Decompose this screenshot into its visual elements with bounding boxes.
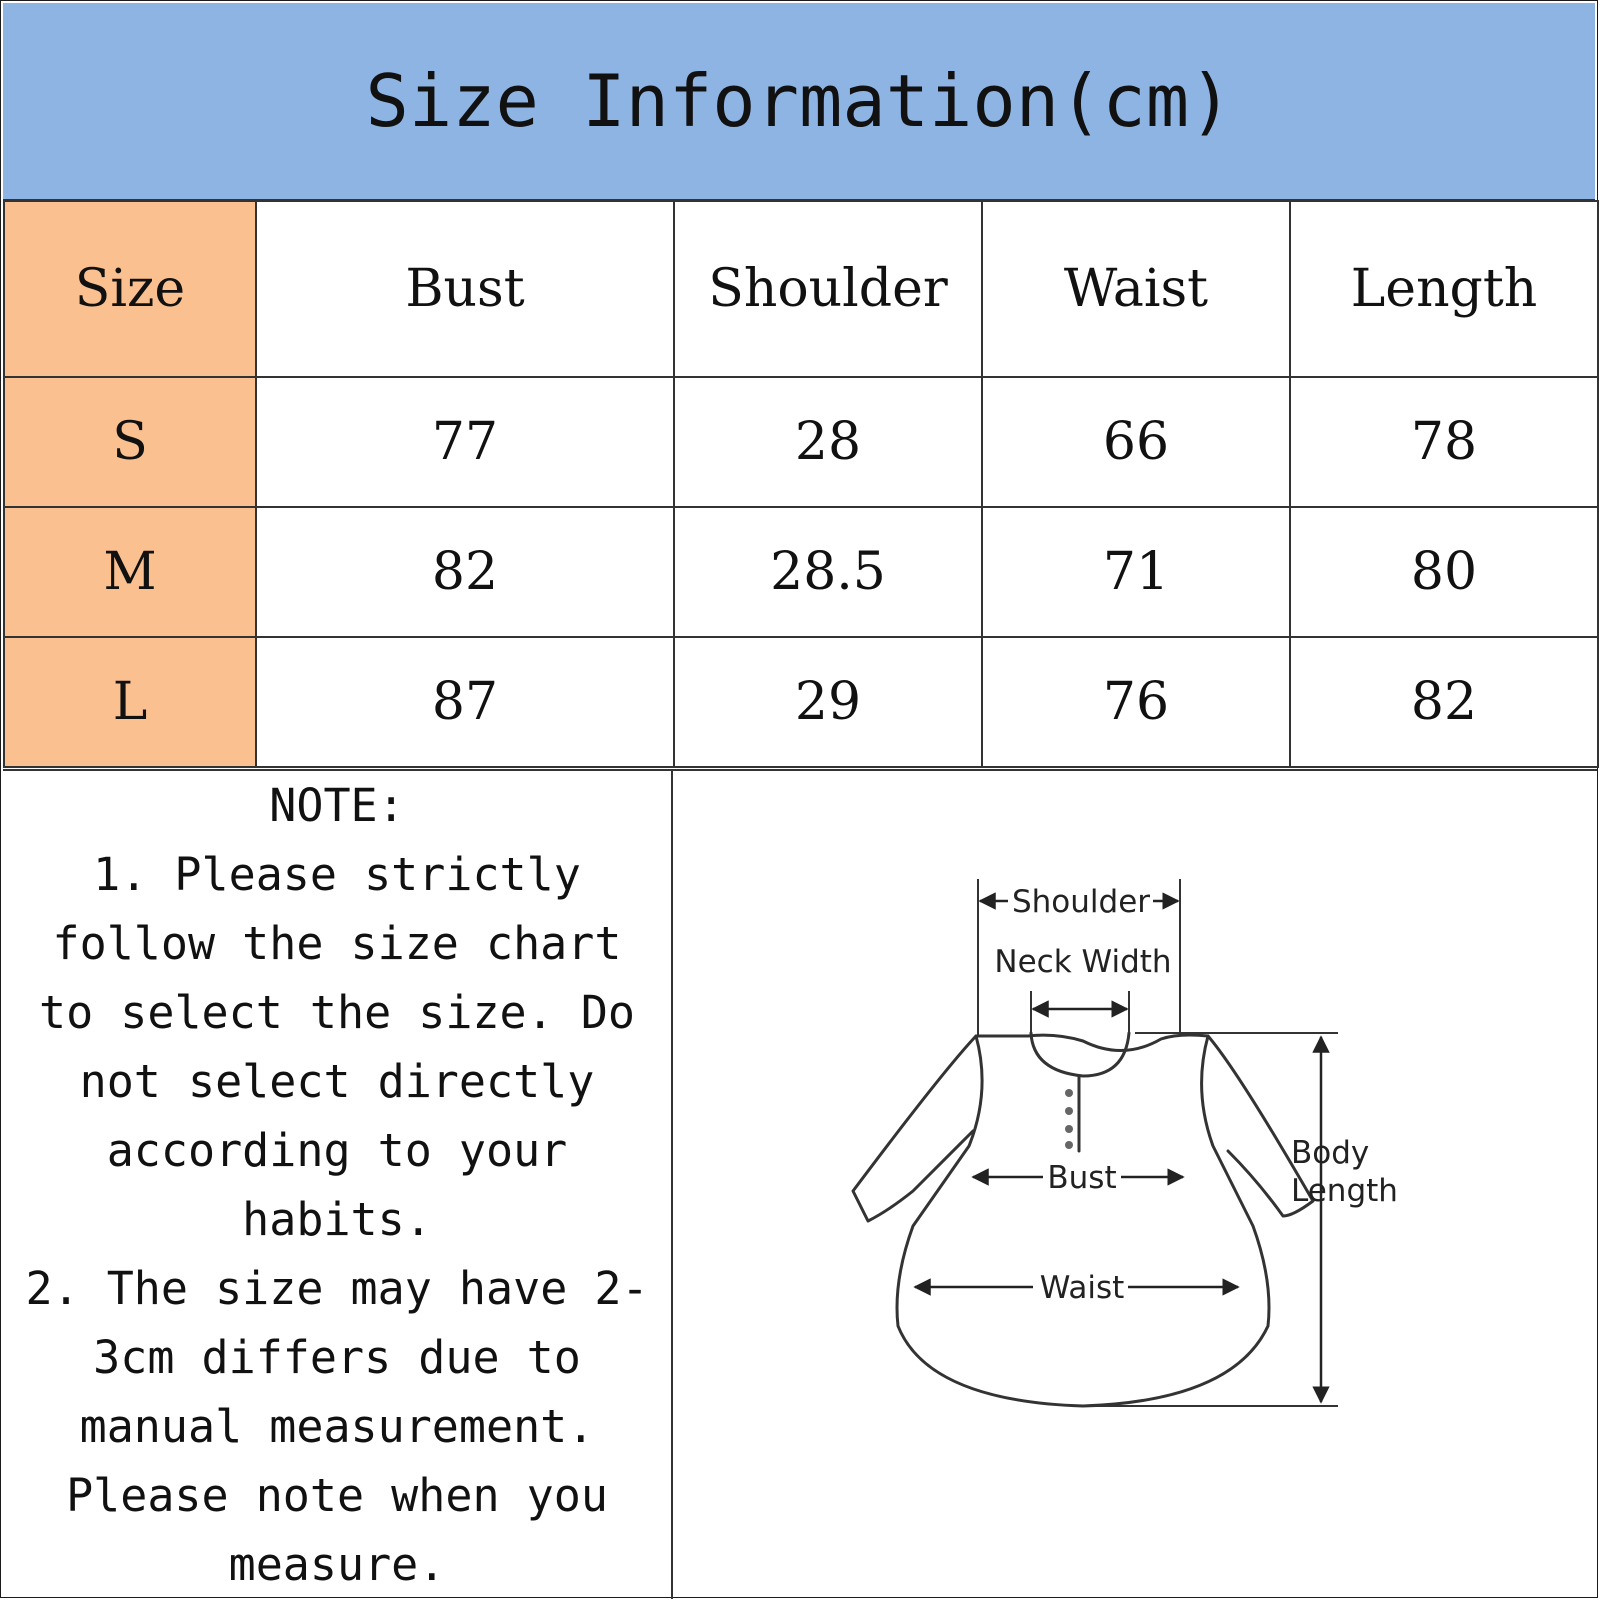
note-line: follow the size chart — [52, 917, 622, 970]
note-line: 1. Please strictly — [93, 848, 581, 901]
size-cell: S — [4, 377, 256, 507]
bottom-section — [3, 769, 1597, 1599]
left-sleeve — [853, 1036, 976, 1221]
dress-outline — [897, 1035, 1269, 1406]
button-icon — [1065, 1125, 1073, 1133]
note-line: Please note when you — [66, 1469, 608, 1522]
shoulder-cell: 28.5 — [674, 507, 982, 637]
bust-cell: 82 — [256, 507, 674, 637]
waist-cell: 66 — [982, 377, 1290, 507]
header-size: Size — [4, 201, 256, 377]
bust-cell: 77 — [256, 377, 674, 507]
button-icon — [1065, 1107, 1073, 1115]
waist-cell: 71 — [982, 507, 1290, 637]
note-line: 2. The size may have 2- — [25, 1262, 649, 1315]
note-line: habits. — [242, 1193, 432, 1246]
button-icon — [1065, 1089, 1073, 1097]
table-row — [4, 377, 1598, 507]
waist-cell: 76 — [982, 637, 1290, 767]
label-body: Body — [1291, 1135, 1370, 1171]
length-cell: 78 — [1290, 377, 1598, 507]
note-heading: NOTE: — [269, 779, 405, 832]
label-neck-width: Neck Width — [994, 944, 1172, 980]
label-bust: Bust — [1047, 1160, 1117, 1196]
note-line: to select the size. Do — [38, 986, 636, 1039]
shoulder-cell: 28 — [674, 377, 982, 507]
note-line: not select directly — [79, 1055, 595, 1108]
table-row — [4, 637, 1598, 767]
bust-cell: 87 — [256, 637, 674, 767]
note-line: according to your — [106, 1124, 568, 1177]
note-panel — [3, 771, 673, 1599]
note-line: manual measurement. — [79, 1400, 595, 1453]
size-cell: M — [4, 507, 256, 637]
length-cell: 82 — [1290, 637, 1598, 767]
button-icon — [1065, 1141, 1073, 1149]
header-bust: Bust — [256, 201, 674, 377]
note-line: measure. — [228, 1538, 446, 1591]
table-header-row — [4, 201, 1598, 377]
size-cell: L — [4, 637, 256, 767]
length-cell: 80 — [1290, 507, 1598, 637]
shoulder-cell: 29 — [674, 637, 982, 767]
header-shoulder: Shoulder — [674, 201, 982, 377]
label-length: Length — [1291, 1173, 1398, 1209]
note-line: 3cm differs due to — [93, 1331, 581, 1384]
table-row — [4, 507, 1598, 637]
label-waist: Waist — [1039, 1270, 1125, 1306]
header-length: Length — [1290, 201, 1598, 377]
size-table — [3, 200, 1599, 768]
chart-title: Size Information(cm) — [3, 3, 1595, 201]
dress-measurement-illustration — [673, 771, 1597, 1599]
measurement-diagram — [673, 771, 1597, 1599]
label-shoulder: Shoulder — [1011, 884, 1151, 920]
header-waist: Waist — [982, 201, 1290, 377]
